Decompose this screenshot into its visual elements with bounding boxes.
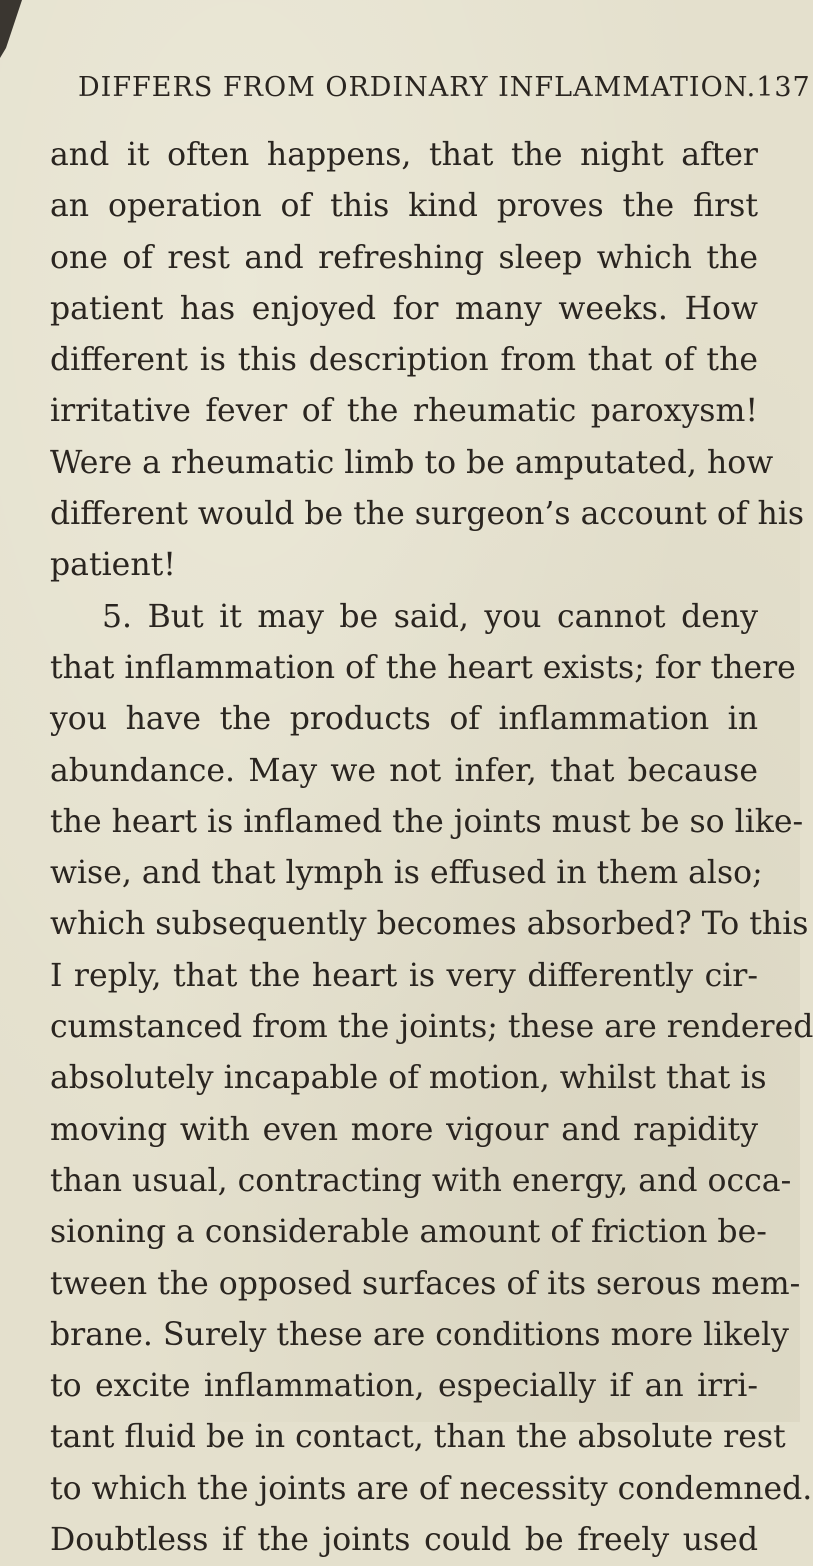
text-line: that inflammation of the heart exists; for there [50,649,796,686]
text-line: to which the joints are of necessity condemned. [50,1470,813,1507]
text-line: and it often happens, that the night after [50,137,758,173]
running-head-title: DIFFERS FROM ORDINARY INFLAMMATION. [78,72,757,103]
text-line: brane. Surely these are conditions more likely [50,1316,789,1353]
text-line: moving with even more vigour and rapidity [50,1111,758,1148]
text-line: different would be the surgeon’s account of his [50,496,805,533]
text-line: I reply, that the heart is very differently cir- [50,957,758,994]
text-line: which subsequently becomes absorbed? To this [50,906,809,943]
text-line: Doubtless if the joints could be freely used [50,1522,758,1559]
running-head [78,72,811,103]
text-line: wise, and that lymph is effused in them also; [50,855,763,892]
text-line: different is this description from that of the [50,342,758,379]
text-line: than usual, contracting with energy, and occa- [50,1162,792,1199]
text-line: tant fluid be in contact, than the absolute rest [50,1419,786,1456]
paragraph-start-line: 5. But it may be said, you cannot deny [102,598,758,635]
text-line: to excite inflammation, especially if an irri- [50,1368,758,1405]
page-corner-mark [0,0,30,60]
text-line: you have the products of inflammation in [50,701,758,738]
text-line: abundance. May we not infer, that because [50,752,758,789]
text-line: the heart is inflamed the joints must be so like- [50,803,804,840]
text-line: absolutely incapable of motion, whilst that is [50,1060,767,1097]
text-line: an operation of this kind proves the first [50,188,758,225]
page-number: 137 [756,72,811,103]
text-line: tween the opposed surfaces of its serous mem- [50,1265,801,1302]
text-line: patient has enjoyed for many weeks. How [50,290,758,327]
text-line: Were a rheumatic limb to be amputated, how [50,444,774,481]
text-line: patient! [50,547,176,584]
text-line: cumstanced from the joints; these are rendered [50,1009,813,1046]
text-line: irritative fever of the rheumatic paroxysm! [50,393,758,430]
text-line: sioning a considerable amount of friction be- [50,1214,767,1251]
body-text [50,130,813,1566]
text-line: one of rest and refreshing sleep which the [50,239,758,276]
